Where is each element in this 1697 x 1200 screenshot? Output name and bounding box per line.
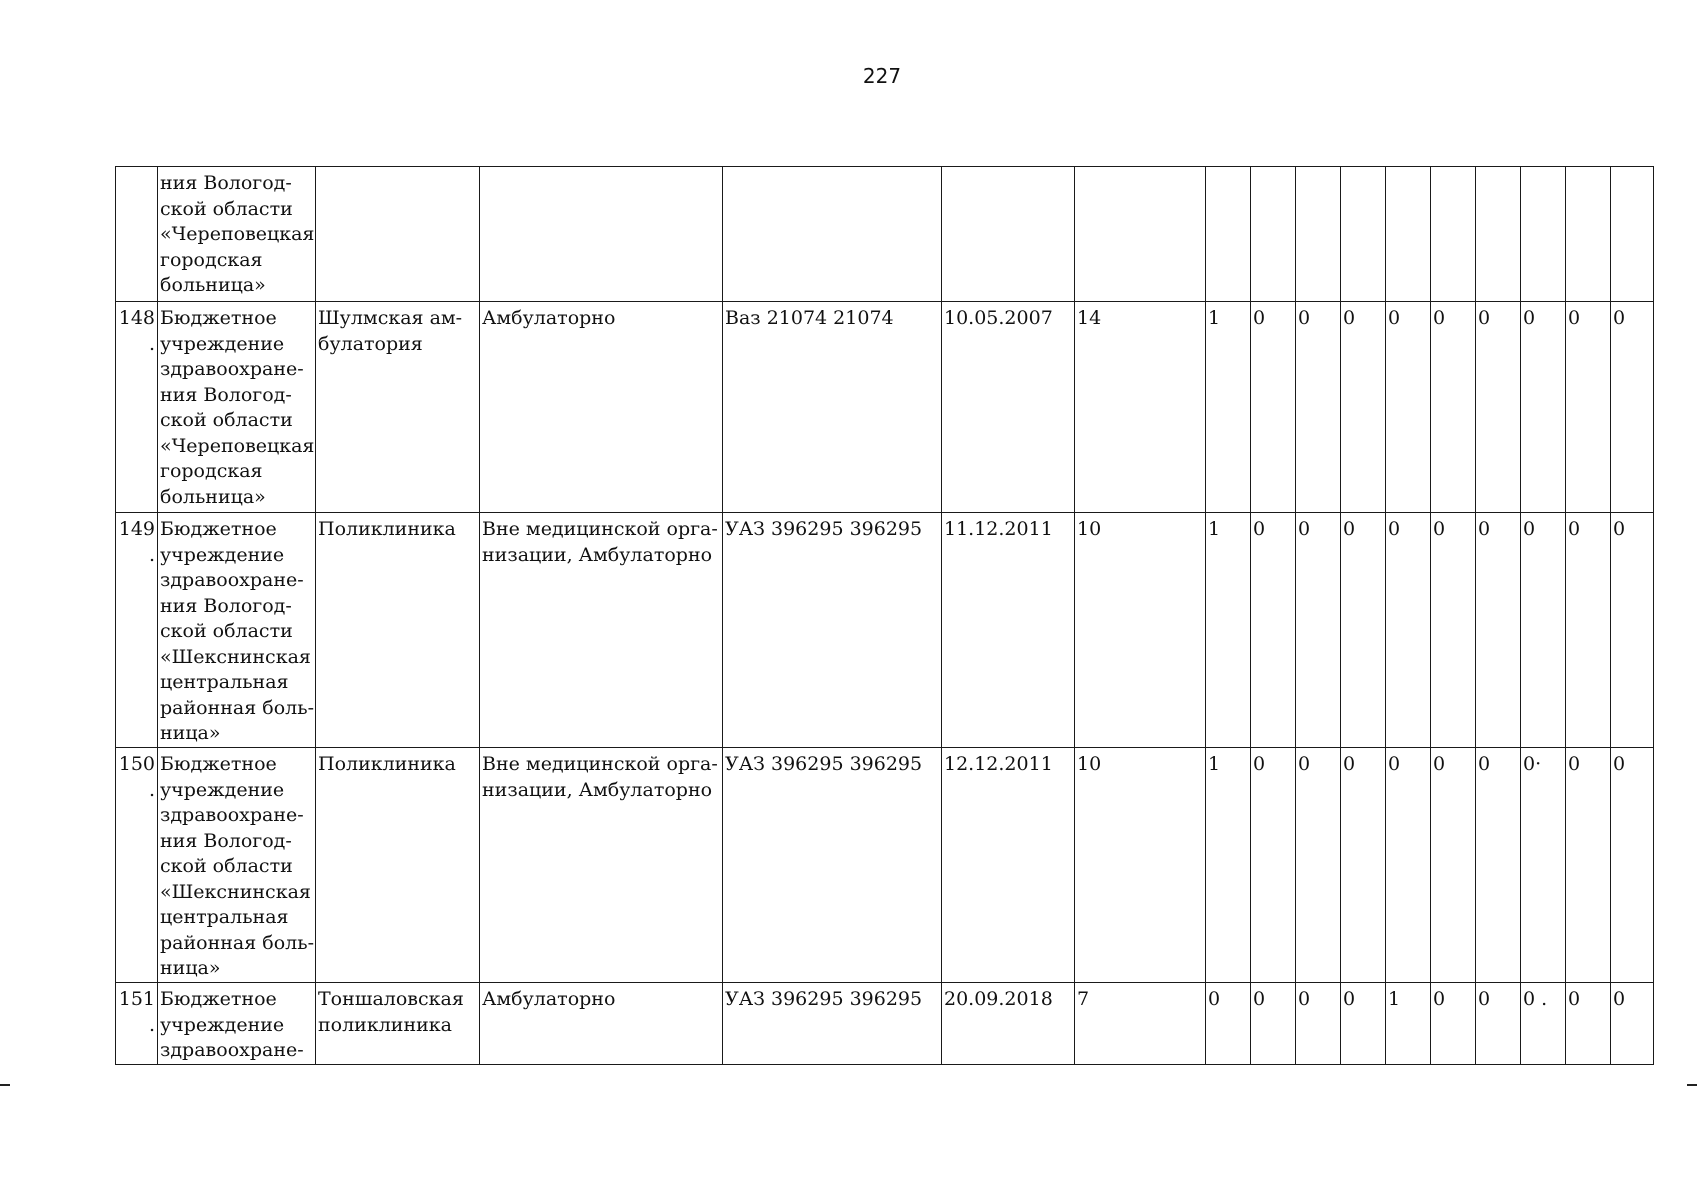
flag-cell: 0 — [1476, 513, 1521, 748]
age-cell: 14 — [1075, 302, 1206, 513]
organization-cell-line: Бюджетное — [160, 307, 277, 329]
flag-cell: 0 — [1251, 983, 1296, 1065]
flag-cell: 0 . — [1521, 983, 1566, 1065]
organization-cell-line: учреждение — [160, 543, 285, 566]
organization-cell-line: ница» — [160, 722, 221, 744]
organization-cell-line: «Шекснинская — [160, 645, 311, 668]
flag-cell: 0· — [1521, 748, 1566, 983]
date-cell: 20.09.2018 — [942, 983, 1075, 1065]
unit-cell — [316, 748, 480, 983]
organization-cell-line: больница» — [160, 274, 266, 296]
organization-cell — [158, 167, 316, 302]
service-mode-cell — [480, 983, 723, 1065]
organization-cell — [158, 513, 316, 748]
service-mode-cell-line: низации, Амбулаторно — [482, 778, 713, 801]
flag-cell — [1296, 167, 1341, 302]
flag-cell: 0 — [1386, 748, 1431, 983]
service-mode-cell-line: Амбулаторно — [482, 307, 616, 329]
vehicle-registry-table — [115, 166, 1654, 1065]
flag-cell: 0 — [1566, 302, 1611, 513]
flag-cell: 0 — [1431, 983, 1476, 1065]
flag-cell — [1206, 167, 1251, 302]
service-mode-cell-line: Амбулаторно — [482, 988, 616, 1010]
flag-cell: 0 — [1341, 748, 1386, 983]
organization-cell-line: «Череповецкая — [160, 434, 315, 457]
table-row — [116, 513, 1654, 748]
unit-cell — [316, 513, 480, 748]
flag-cell: 0 — [1386, 513, 1431, 748]
flag-cell: 0 — [1341, 302, 1386, 513]
service-mode-cell-line: низации, Амбулаторно — [482, 543, 713, 566]
date-cell: 10.05.2007 — [942, 302, 1075, 513]
row-number-cell: 148. — [116, 302, 158, 513]
organization-cell-line: ния Вологод- — [160, 172, 292, 194]
organization-cell-line: Бюджетное — [160, 988, 277, 1010]
organization-cell-line: «Шекснинская — [160, 880, 311, 903]
organization-cell-line: городская — [160, 248, 263, 271]
flag-cell: 0 — [1296, 748, 1341, 983]
flag-cell: 0 — [1386, 302, 1431, 513]
flag-cell: 0 — [1251, 302, 1296, 513]
unit-cell-line: Тоншаловская — [318, 988, 464, 1010]
flag-cell: 0 — [1611, 302, 1654, 513]
age-cell: 10 — [1075, 513, 1206, 748]
flag-cell: 1 — [1386, 983, 1431, 1065]
scan-edge-mark-left — [0, 1084, 10, 1086]
organization-cell-line: здравоохране- — [160, 804, 304, 826]
flag-cell: 0 — [1296, 513, 1341, 748]
flag-cell — [1476, 167, 1521, 302]
organization-cell-line: ния Вологод- — [160, 829, 292, 852]
flag-cell: 0 — [1296, 302, 1341, 513]
organization-cell-line: городская — [160, 460, 263, 482]
unit-cell-line: Шулмская ам- — [318, 307, 463, 329]
page-number: 227 — [862, 64, 902, 88]
flag-cell — [1611, 167, 1654, 302]
organization-cell-line: больница» — [160, 485, 266, 508]
flag-cell: 0 — [1206, 983, 1251, 1065]
organization-cell-line: учреждение — [160, 778, 285, 801]
organization-cell-line: районная боль- — [160, 696, 314, 719]
flag-cell: 0 — [1521, 302, 1566, 513]
age-cell: 7 — [1075, 983, 1206, 1065]
organization-cell-line: Бюджетное — [160, 753, 277, 775]
vehicle-model-cell: УАЗ 396295 396295 — [723, 748, 942, 983]
organization-cell-line: здравоохране- — [160, 1039, 304, 1061]
scan-edge-mark-right — [1687, 1084, 1697, 1086]
organization-cell-line: здравоохране- — [160, 569, 304, 591]
service-mode-cell — [480, 302, 723, 513]
organization-cell — [158, 302, 316, 513]
table-row — [116, 167, 1654, 302]
flag-cell: 0 — [1251, 513, 1296, 748]
organization-cell-line: учреждение — [160, 332, 285, 355]
flag-cell: 0 — [1566, 983, 1611, 1065]
organization-cell-line: ской области — [160, 197, 293, 220]
service-mode-cell-line: Вне медицинской орга- — [482, 518, 718, 540]
organization-cell-line: ской области — [160, 855, 293, 877]
table-body — [116, 167, 1654, 1065]
flag-cell — [1521, 167, 1566, 302]
unit-cell-line: Поликлиника — [318, 753, 456, 775]
table-row — [116, 748, 1654, 983]
flag-cell — [1341, 167, 1386, 302]
table-row — [116, 302, 1654, 513]
flag-cell — [1566, 167, 1611, 302]
unit-cell — [316, 983, 480, 1065]
flag-cell: 1 — [1206, 513, 1251, 748]
organization-cell-line: ния Вологод- — [160, 594, 292, 617]
organization-cell-line: районная боль- — [160, 931, 314, 954]
row-number-cell: 150. — [116, 748, 158, 983]
flag-cell: 0 — [1296, 983, 1341, 1065]
flag-cell — [1431, 167, 1476, 302]
flag-cell: 0 — [1341, 983, 1386, 1065]
flag-cell: 0 — [1476, 748, 1521, 983]
flag-cell: 0 — [1431, 513, 1476, 748]
service-mode-cell — [480, 167, 723, 302]
flag-cell: 0 — [1431, 748, 1476, 983]
date-cell: 11.12.2011 — [942, 513, 1075, 748]
unit-cell — [316, 302, 480, 513]
organization-cell-line: центральная — [160, 671, 289, 693]
organization-cell-line: ской области — [160, 409, 293, 431]
flag-cell: 0 — [1566, 748, 1611, 983]
flag-cell: 0 — [1611, 983, 1654, 1065]
vehicle-model-cell: Ваз 21074 21074 — [723, 302, 942, 513]
organization-cell-line: здравоохране- — [160, 358, 304, 380]
organization-cell-line: ния Вологод- — [160, 383, 292, 406]
service-mode-cell-line: Вне медицинской орга- — [482, 753, 718, 775]
vehicle-model-cell — [723, 167, 942, 302]
organization-cell-line: ница» — [160, 957, 221, 979]
flag-cell: 0 — [1476, 983, 1521, 1065]
service-mode-cell — [480, 513, 723, 748]
row-number-cell: 149. — [116, 513, 158, 748]
organization-cell — [158, 748, 316, 983]
organization-cell-line: центральная — [160, 906, 289, 928]
flag-cell: 0 — [1566, 513, 1611, 748]
service-mode-cell — [480, 748, 723, 983]
unit-cell-line: Поликлиника — [318, 518, 456, 540]
unit-cell-line: булатория — [318, 332, 423, 355]
organization-cell — [158, 983, 316, 1065]
flag-cell: 0 — [1341, 513, 1386, 748]
flag-cell: 0 — [1431, 302, 1476, 513]
organization-cell-line: «Череповецкая — [160, 223, 315, 245]
flag-cell — [1251, 167, 1296, 302]
row-number-cell — [116, 167, 158, 302]
table-row — [116, 983, 1654, 1065]
flag-cell: 0 — [1521, 513, 1566, 748]
flag-cell: 0 — [1611, 748, 1654, 983]
flag-cell: 1 — [1206, 302, 1251, 513]
age-cell — [1075, 167, 1206, 302]
flag-cell: 1 — [1206, 748, 1251, 983]
vehicle-model-cell: УАЗ 396295 396295 — [723, 513, 942, 748]
date-cell: 12.12.2011 — [942, 748, 1075, 983]
organization-cell-line: ской области — [160, 620, 293, 642]
flag-cell: 0 — [1611, 513, 1654, 748]
organization-cell-line: Бюджетное — [160, 518, 277, 540]
flag-cell — [1386, 167, 1431, 302]
organization-cell-line: учреждение — [160, 1013, 285, 1036]
row-number-cell: 151. — [116, 983, 158, 1065]
age-cell: 10 — [1075, 748, 1206, 983]
flag-cell: 0 — [1251, 748, 1296, 983]
date-cell — [942, 167, 1075, 302]
vehicle-model-cell: УАЗ 396295 396295 — [723, 983, 942, 1065]
unit-cell — [316, 167, 480, 302]
flag-cell: 0 — [1476, 302, 1521, 513]
unit-cell-line: поликлиника — [318, 1013, 452, 1036]
